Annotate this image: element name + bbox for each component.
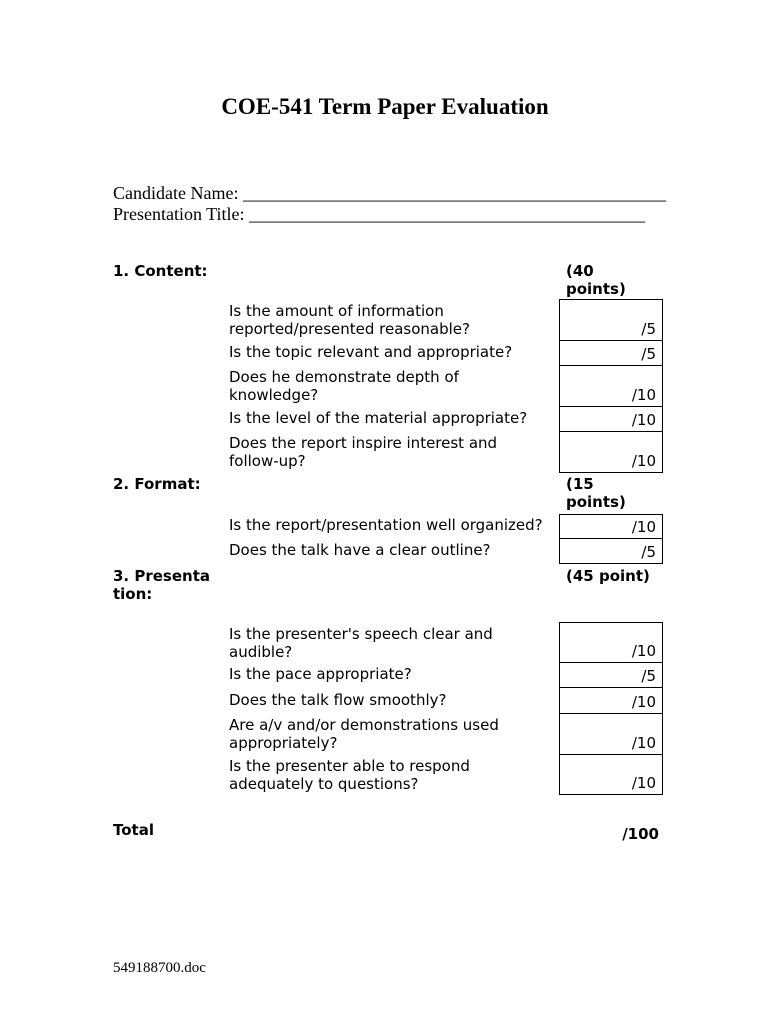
candidate-name-line: Candidate Name: _______________________________________________ [113, 183, 666, 203]
section-content-label: 1. Content: [113, 262, 208, 280]
question-content-3: Does he demonstrate depth of knowledge? [229, 368, 459, 404]
question-content-4: Is the level of the material appropriate? [229, 409, 528, 427]
total-label: Total [113, 821, 154, 839]
section-content-points: (40 points) [566, 262, 626, 298]
document-title: COE-541 Term Paper Evaluation [221, 94, 549, 119]
total-score: /100 [622, 825, 659, 843]
question-format-1: Is the report/presentation well organized? [229, 516, 543, 534]
presentation-title-line: Presentation Title: ____________________________________________ [113, 204, 646, 224]
score-presentation-3: /10 [559, 688, 663, 714]
question-content-1: Is the amount of information reported/presented reasonable? [229, 302, 470, 338]
question-content-2: Is the topic relevant and appropriate? [229, 343, 513, 361]
score-presentation-5: /10 [559, 755, 663, 795]
score-presentation-2: /5 [559, 663, 663, 688]
section-format-label: 2. Format: [113, 475, 201, 493]
question-presentation-4: Are a/v and/or demonstrations used appropriately? [229, 716, 499, 752]
score-content-5: /10 [559, 432, 663, 473]
score-presentation-1: /10 [559, 622, 663, 663]
section-presentation-label: 3. Presentation: [113, 567, 210, 603]
score-content-3: /10 [559, 366, 663, 407]
question-format-2: Does the talk have a clear outline? [229, 541, 491, 559]
question-content-5: Does the report inspire interest and follow-up? [229, 434, 498, 470]
score-content-2: /5 [559, 341, 663, 366]
score-format-1: /10 [559, 514, 663, 539]
section-presentation-points: (45 point) [566, 567, 650, 585]
score-presentation-4: /10 [559, 714, 663, 755]
score-content-4: /10 [559, 407, 663, 432]
score-format-2: /5 [559, 539, 663, 564]
question-presentation-5: Is the presenter able to respond adequately to questions? [229, 757, 470, 793]
section-format-points: (15 points) [566, 475, 626, 511]
question-presentation-1: Is the presenter's speech clear and audible? [229, 625, 493, 661]
score-content-1: /5 [559, 299, 663, 341]
footer-filename: 549188700.doc [113, 960, 206, 976]
question-presentation-2: Is the pace appropriate? [229, 665, 412, 683]
question-presentation-3: Does the talk flow smoothly? [229, 691, 447, 709]
